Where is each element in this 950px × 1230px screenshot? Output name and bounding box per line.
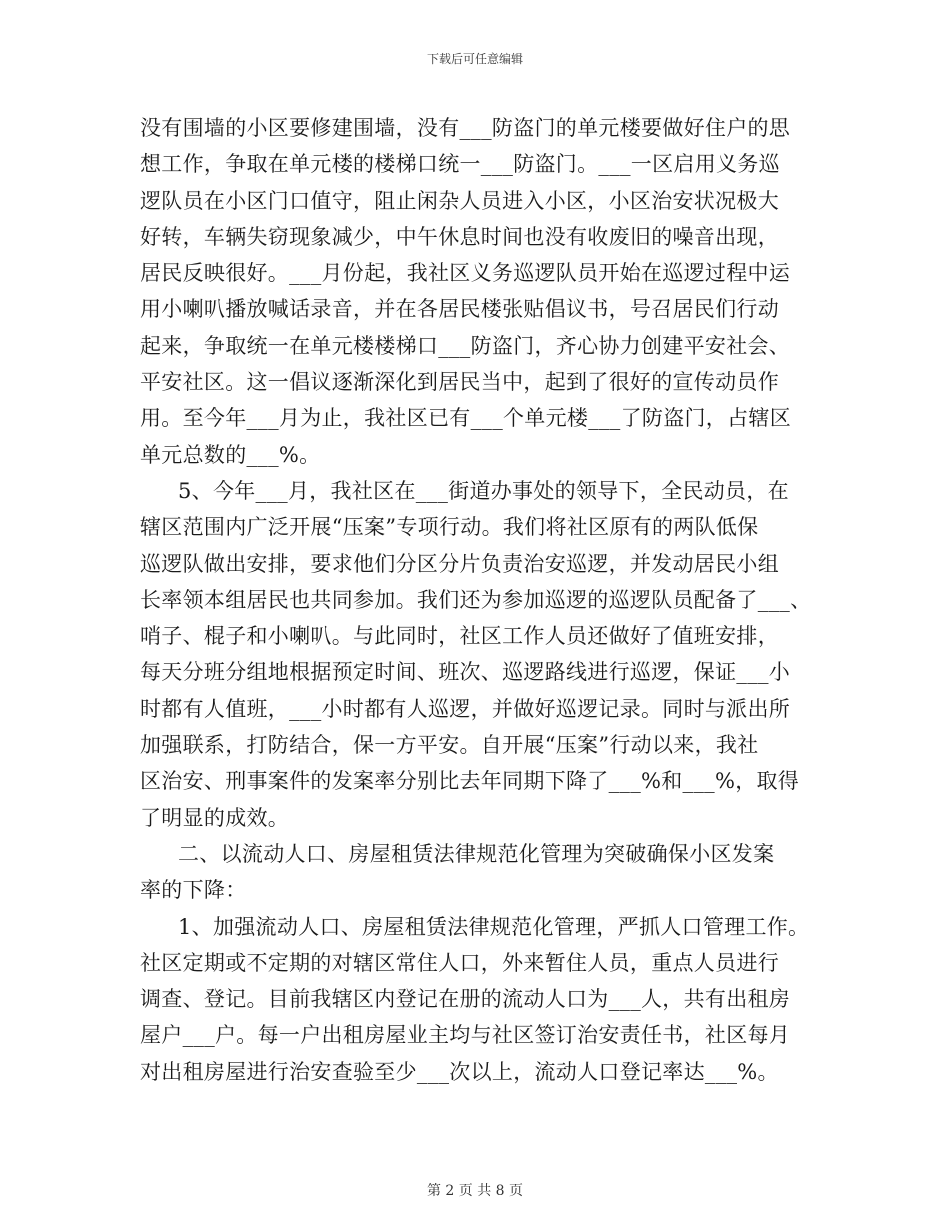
paragraph-line: 居民反映很好。___月份起，我社区义务巡逻队员开始在巡逻过程中运 [140,261,791,286]
paragraph-line: 哨子、棍子和小喇叭。与此同时，社区工作人员还做好了值班安排， [140,624,779,649]
paragraph-line: 没有围墙的小区要修建围墙，没有___防盗门的单元楼要做好住户的思 [140,116,791,140]
paragraph-line: 起来，争取统一在单元楼楼梯口___防盗门，齐心协力创建平安社会、 [140,333,791,358]
paragraph-line: 区治安、刑事案件的发案率分别比去年同期下降了___%和___%，取得 [140,769,800,794]
paragraph-line: 巡逻队做出安排，要求他们分区分片负责治安巡逻，并发动居民小组 [140,551,779,576]
paragraph-line: 1、加强流动人口、房屋租赁法律规范化管理，严抓人口管理工作。 [178,914,810,939]
paragraph-line: 时都有人值班，___小时都有人巡逻，并做好巡逻记录。同时与派出所 [140,696,791,721]
paragraph-line: 屋户___户。每一户出租房屋业主均与社区签订治安责任书，社区每月 [140,1023,791,1048]
paragraph-line: 用小喇叭播放喊话录音，并在各居民楼张贴倡议书，号召居民们行动 [140,297,779,322]
paragraph-line: 平安社区。这一倡议逐渐深化到居民当中，起到了很好的宣传动员作 [140,370,779,395]
paragraph-line: 5、今年___月，我社区在___街道办事处的领导下，全民动员，在 [178,478,789,503]
paragraph-line: 想工作，争取在单元楼的楼梯口统一___防盗门。___一区启用义务巡 [140,152,780,177]
section-heading-line: 率的下降： [140,878,247,903]
section-heading-line: 二、以流动人口、房屋租赁法律规范化管理为突破确保小区发案 [178,841,775,866]
paragraph-line: 辖区范围内广泛开展“压案”专项行动。我们将社区原有的两队低保 [140,515,759,540]
paragraph-line: 了明显的成效。 [140,805,290,830]
paragraph-line: 对出租房屋进行治安查验至少___次以上，流动人口登记率达___%。 [140,1059,779,1084]
page-footer: 第 2 页 共 8 页 [426,1183,524,1199]
paragraph-line: 长率领本组居民也共同参加。我们还为参加巡逻的巡逻队员配备了___、 [140,587,812,612]
paragraph-line: 用。至今年___月为止，我社区已有___个单元楼___了防盗门，占辖区 [140,406,791,431]
paragraph-line: 调查、登记。目前我辖区内登记在册的流动人口为___人，共有出租房 [140,987,791,1012]
paragraph-line: 单元总数的___%。 [140,442,321,467]
paragraph-line: 好转，车辆失窃现象减少，中午休息时间也没有收废旧的噪音出现， [140,224,779,249]
paragraph-line: 社区定期或不定期的对辖区常住人口，外来暂住人员，重点人员进行 [140,950,779,975]
paragraph-line: 每天分班分组地根据预定时间、班次、巡逻路线进行巡逻，保证___小 [140,660,791,685]
paragraph-line: 逻队员在小区门口值守，阻止闲杂人员进入小区，小区治安状况极大 [140,188,779,213]
paragraph-line: 加强联系，打防结合，保一方平安。自开展“压案”行动以来，我社 [140,733,759,758]
page-header: 下载后可任意编辑 [426,52,523,66]
body-text [140,110,820,1090]
